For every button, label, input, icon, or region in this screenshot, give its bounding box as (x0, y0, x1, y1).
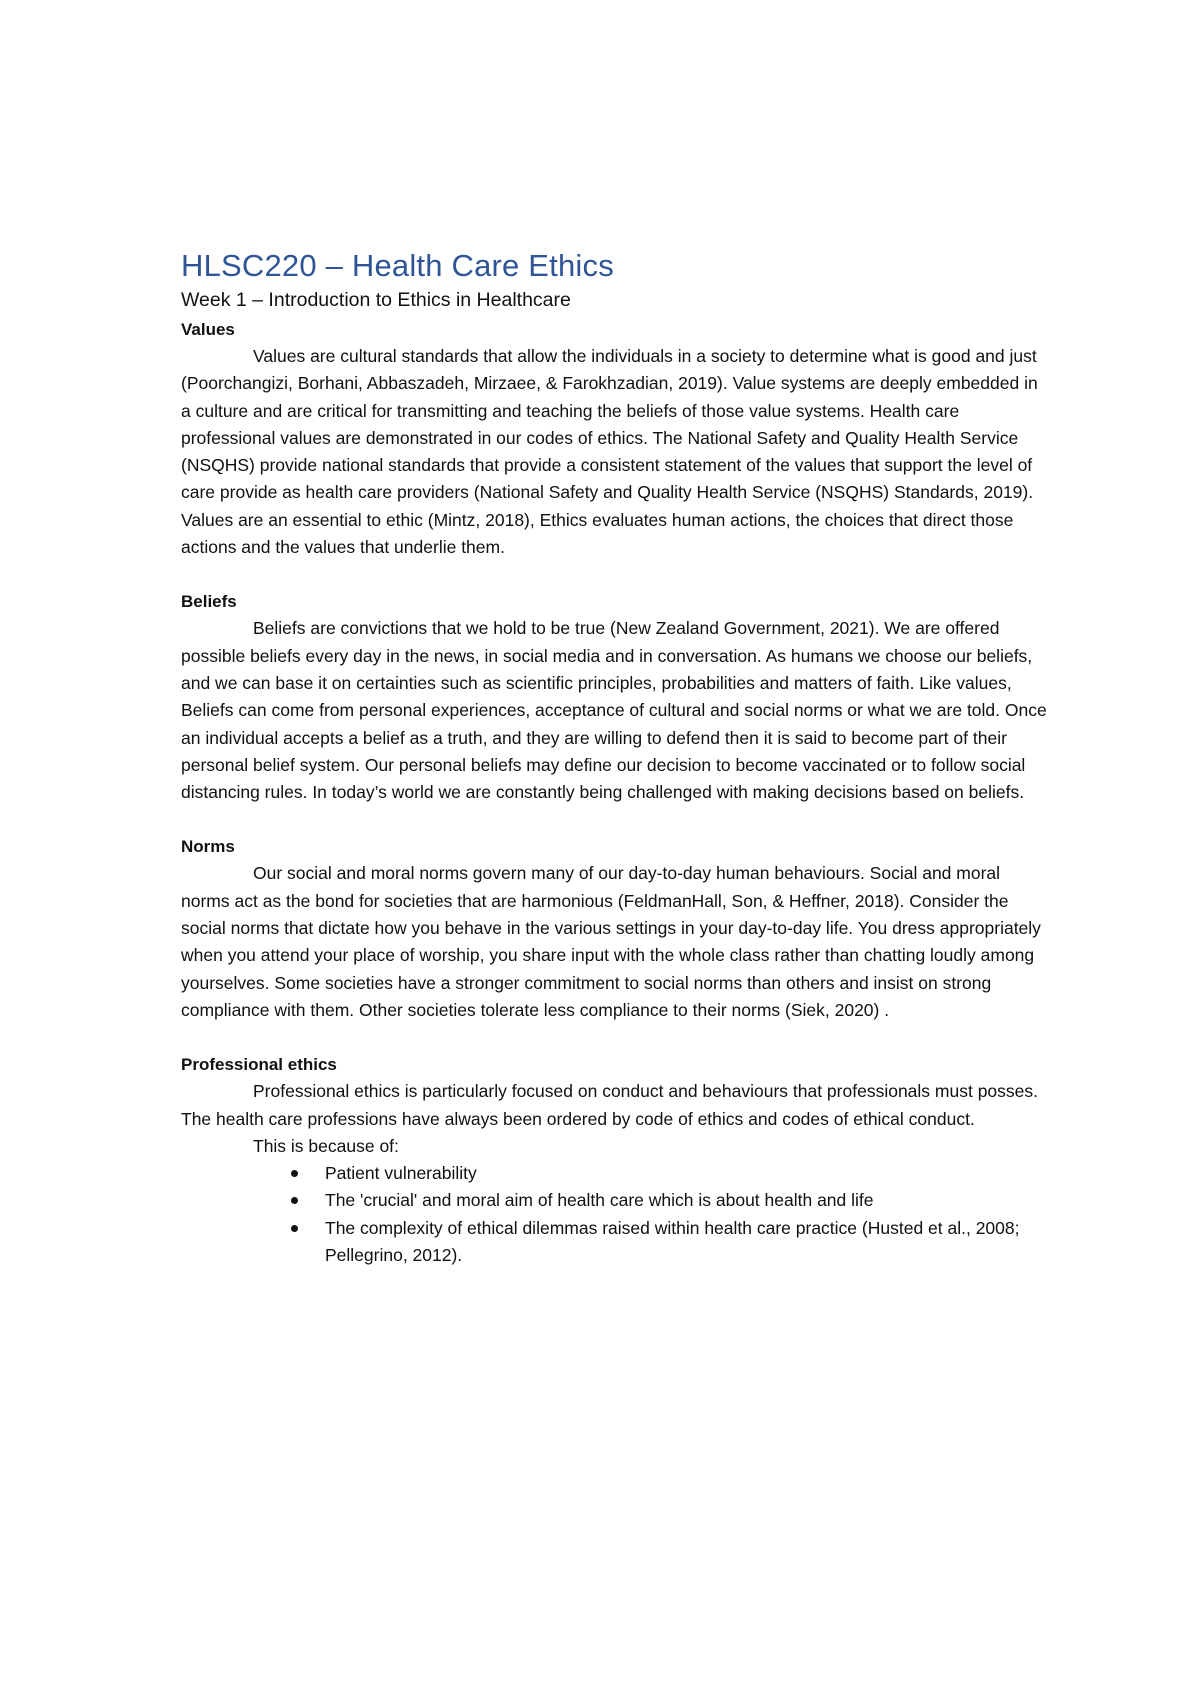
document-body (181, 246, 1051, 1269)
norms-heading: Norms (181, 837, 235, 857)
document-subtitle: Week 1 – Introduction to Ethics in Healthcare (181, 289, 571, 311)
values-paragraph: Values are cultural standards that allow the individuals in a society to determine what is good and just (Poorchangizi, Borhani, Abbaszadeh, Mirzaee, & Farokhzadian, 2019). Value systems are deeply embedded in a culture and are critical for transmitting and teaching the beliefs of those value systems. Health care professional values are demonstrated in our codes of ethics. The National Safety and Quality Health Service (NSQHS) provide national standards that provide a consistent statement of the values that support the level of care provide as health care providers (National Safety and Quality Health Service (NSQHS) Standards, 2019). Values are an essential to ethic (Mintz, 2018), Ethics evaluates human actions, the choices that direct those actions and the values that underlie them. (181, 346, 1038, 558)
values-section (181, 316, 1051, 561)
professional-ethics-heading: Professional ethics (181, 1055, 337, 1075)
list-item-text: The complexity of ethical dilemmas raised within health care practice (Husted et al., 2008; Pellegrino, 2012). (325, 1217, 1020, 1266)
document-title: HLSC220 – Health Care Ethics (181, 248, 614, 283)
list-item-text: The 'crucial' and moral aim of health care which is about health and life (325, 1190, 874, 1211)
norms-section (181, 833, 1051, 1024)
professional-ethics-paragraph: Professional ethics is particularly focused on conduct and behaviours that professionals must posses. The health care professions have always been ordered by code of ethics and codes of ethical conduct. (181, 1081, 1039, 1129)
norms-paragraph: Our social and moral norms govern many of our day-to-day human behaviours. Social and moral norms act as the bond for societies that are harmonious (FeldmanHall, Son, & Heffner, 2018). Consider the social norms that dictate how you behave in the various settings in your day-to-day life. You dress appropriately when you attend your place of worship, you share input with the whole class rather than chatting loudly among yourselves. Some societies have a stronger commitment to social norms than others and insist on strong compliance with them. Other societies tolerate less compliance to their norms (Siek, 2020) . (181, 863, 1041, 1020)
list-item (325, 1160, 1051, 1187)
spacer (181, 806, 1051, 833)
bullet-icon (291, 1197, 298, 1204)
professional-ethics-lead-in: This is because of: (253, 1135, 399, 1156)
spacer (181, 561, 1051, 588)
bullet-icon (291, 1225, 298, 1232)
beliefs-section (181, 588, 1051, 806)
list-item (325, 1215, 1051, 1270)
list-item-text: Patient vulnerability (325, 1163, 477, 1184)
beliefs-paragraph: Beliefs are convictions that we hold to be true (New Zealand Government, 2021). We are offered possible beliefs every day in the news, in social media and in conversation. As humans we choose our beliefs, and we can base it on certainties such as scientific principles, probabilities and matters of faith. Like values, Beliefs can come from personal experiences, acceptance of cultural and social norms or what we are told. Once an individual accepts a belief as a truth, and they are willing to defend then it is said to become part of their personal belief system. Our personal beliefs may define our decision to become vaccinated or to follow social distancing rules. In today’s world we are constantly being challenged with making decisions based on beliefs. (181, 618, 1047, 803)
professional-ethics-section (181, 1051, 1051, 1269)
spacer (181, 1024, 1051, 1051)
values-heading: Values (181, 320, 235, 339)
professional-ethics-list (181, 1160, 1051, 1269)
beliefs-heading: Beliefs (181, 592, 237, 612)
list-item (325, 1187, 1051, 1214)
bullet-icon (291, 1170, 298, 1177)
